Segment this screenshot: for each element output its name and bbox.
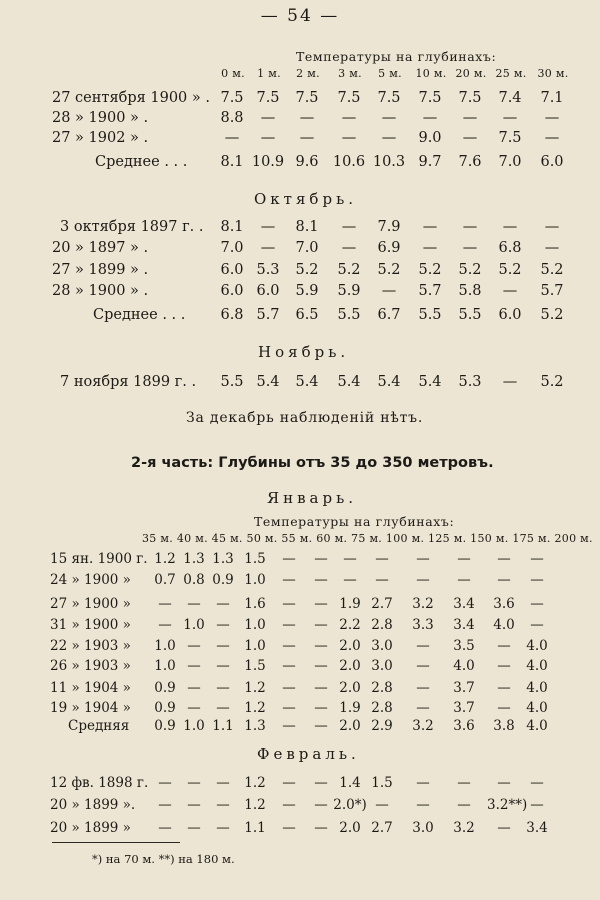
temperature-cell: — xyxy=(187,700,201,716)
depth-column-header: 10 м. xyxy=(415,67,447,80)
temperature-cell: 1.0 xyxy=(183,617,205,633)
temperature-cell: — xyxy=(462,130,478,146)
mean-label: Среднее . . . xyxy=(95,154,188,170)
temperature-cell: — xyxy=(187,638,201,654)
temperature-cell: 2.0 xyxy=(339,658,361,674)
temperature-cell: — xyxy=(416,680,430,696)
temperature-cell: — xyxy=(457,797,471,813)
row-label: 11 » 1904 » xyxy=(50,680,131,696)
temperature-cell: — xyxy=(216,617,230,633)
temperature-cell: 2.0 xyxy=(339,680,361,696)
february-title: Февраль. xyxy=(257,745,360,763)
temperature-cell: 3.2 xyxy=(412,596,434,612)
temperature-cell: 0.9 xyxy=(154,680,176,696)
temperature-cell: — xyxy=(216,596,230,612)
temperature-cell: 1.3 xyxy=(183,551,205,567)
temperature-cell: — xyxy=(187,680,201,696)
temperature-cell: 7.4 xyxy=(498,90,522,106)
november-title: Ноябрь. xyxy=(258,343,350,361)
temperature-cell: — xyxy=(416,775,430,791)
temperature-cell: 5.2 xyxy=(540,374,564,390)
temperature-cell: 5.5 xyxy=(220,374,244,390)
temperature-cell: — xyxy=(381,283,397,299)
temperature-cell: — xyxy=(282,700,296,716)
row-label: 22 » 1903 » xyxy=(50,638,131,654)
temperature-cell: 3.7 xyxy=(453,700,475,716)
mean-cell: 7.6 xyxy=(458,154,482,170)
temperature-cell: — xyxy=(314,797,328,813)
temperature-cell: 9.0 xyxy=(418,130,442,146)
mean-cell: 10.9 xyxy=(251,154,285,170)
temperature-cell: 0.9 xyxy=(212,572,234,588)
temperature-cell: — xyxy=(282,638,296,654)
temperature-cell: — xyxy=(497,820,511,836)
mean-cell: 3.8 xyxy=(493,718,515,734)
temperature-cell: 2.8 xyxy=(371,617,393,633)
temperature-cell: — xyxy=(544,219,560,235)
temperature-cell: — xyxy=(314,551,328,567)
row-label: 15 ян. 1900 г. xyxy=(50,551,148,567)
temperature-cell: — xyxy=(158,596,172,612)
temperature-cell: — xyxy=(530,797,544,813)
row-label: 20 » 1899 » xyxy=(50,820,131,836)
temperature-cell: — xyxy=(260,110,276,126)
depth-column-header: 0 м. xyxy=(221,67,245,80)
mean-cell: 6.0 xyxy=(540,154,564,170)
temperature-cell: — xyxy=(381,130,397,146)
temperature-cell: 4.0 xyxy=(526,700,548,716)
temperature-cell: 4.0 xyxy=(526,680,548,696)
temperature-cell: — xyxy=(282,680,296,696)
temperature-cell: 3.4 xyxy=(453,617,475,633)
mean-cell: 5.7 xyxy=(256,307,280,323)
temperature-cell: 2.7 xyxy=(371,820,393,836)
temperature-cell: — xyxy=(314,820,328,836)
temperature-cell: — xyxy=(187,658,201,674)
temperature-cell: 5.2 xyxy=(458,262,482,278)
temperature-cell: 1.2 xyxy=(244,680,266,696)
depth-column-header: 2 м. xyxy=(296,67,320,80)
row-label: 24 » 1900 » xyxy=(50,572,131,588)
footnote-rule xyxy=(52,842,180,843)
depth-column-header: 20 м. xyxy=(455,67,487,80)
temperature-cell: 0.7 xyxy=(154,572,176,588)
temperature-cell: — xyxy=(457,775,471,791)
temperature-cell: 1.4 xyxy=(339,775,361,791)
depth-column-header: 3 м. xyxy=(338,67,362,80)
temperature-cell: — xyxy=(341,110,357,126)
temperature-cell: — xyxy=(216,658,230,674)
temperature-cell: — xyxy=(216,638,230,654)
temperature-cell: — xyxy=(502,283,518,299)
row-label: 12 фв. 1898 г. xyxy=(50,775,149,791)
temperature-cell: 7.5 xyxy=(458,90,482,106)
temperature-cell: — xyxy=(375,551,389,567)
temperature-cell: 7.5 xyxy=(256,90,280,106)
temperature-cell: 0.9 xyxy=(154,700,176,716)
page-number: — 54 — xyxy=(260,6,340,26)
temperature-cell: 1.6 xyxy=(244,596,266,612)
temperature-cell: — xyxy=(544,110,560,126)
temperature-cell: 2.7 xyxy=(371,596,393,612)
temperature-cell: — xyxy=(282,596,296,612)
row-label: 20 » 1899 ». xyxy=(50,797,136,813)
temperature-cell: 7.0 xyxy=(295,240,319,256)
mean-cell: 6.7 xyxy=(377,307,401,323)
temperature-cell: 1.2 xyxy=(244,797,266,813)
temperature-cell: 5.2 xyxy=(418,262,442,278)
temperature-cell: — xyxy=(187,596,201,612)
temperature-cell: 6.0 xyxy=(220,262,244,278)
temperature-cell: — xyxy=(422,219,438,235)
temperature-cell: 3.0 xyxy=(412,820,434,836)
temperature-cell: 1.5 xyxy=(244,551,266,567)
temperature-cell: — xyxy=(216,797,230,813)
temperature-cell: 1.0 xyxy=(244,572,266,588)
depth-column-header: 1 м. xyxy=(257,67,281,80)
mean-cell: — xyxy=(314,718,328,734)
temperature-cell: — xyxy=(457,572,471,588)
mean-cell: 1.1 xyxy=(212,718,234,734)
temperature-cell: — xyxy=(544,240,560,256)
temperature-cell: — xyxy=(530,572,544,588)
temperature-cell: 1.9 xyxy=(339,700,361,716)
temperature-cell: 1.0 xyxy=(154,638,176,654)
temperature-cell: 3.6 xyxy=(493,596,515,612)
row-label: 26 » 1903 » xyxy=(50,658,131,674)
temperature-cell: 5.4 xyxy=(337,374,361,390)
temperature-cell: — xyxy=(260,130,276,146)
temperature-cell: 8.8 xyxy=(220,110,244,126)
temperature-cell: 7.5 xyxy=(337,90,361,106)
mean-cell: 6.8 xyxy=(220,307,244,323)
mean-cell: 7.0 xyxy=(498,154,522,170)
temperature-cell: 6.0 xyxy=(256,283,280,299)
temperature-cell: — xyxy=(314,596,328,612)
temperature-cell: — xyxy=(497,700,511,716)
temperature-cell: — xyxy=(497,551,511,567)
temperature-cell: 5.4 xyxy=(377,374,401,390)
temperature-cell: — xyxy=(187,820,201,836)
temperature-cell: 5.3 xyxy=(458,374,482,390)
depth-column-header: 25 м. xyxy=(495,67,527,80)
mean-cell: 5.5 xyxy=(418,307,442,323)
temperature-cell: 1.5 xyxy=(244,658,266,674)
temperature-cell: — xyxy=(502,219,518,235)
mean-cell: 0.9 xyxy=(154,718,176,734)
temperature-cell: — xyxy=(530,596,544,612)
depth-caption-part2: Температуры на глубинахъ: xyxy=(254,514,455,529)
temperature-cell: — xyxy=(497,658,511,674)
temperature-cell: 2.8 xyxy=(371,700,393,716)
footnote: *) на 70 м. **) на 180 м. xyxy=(92,852,235,866)
temperature-cell: — xyxy=(422,110,438,126)
temperature-cell: 1.2 xyxy=(244,700,266,716)
temperature-cell: 7.5 xyxy=(295,90,319,106)
mean-cell: 2.9 xyxy=(371,718,393,734)
mean-cell: 3.2 xyxy=(412,718,434,734)
mean-cell: 1.3 xyxy=(244,718,266,734)
mean-cell: 8.1 xyxy=(220,154,244,170)
temperature-cell: — xyxy=(314,572,328,588)
temperature-cell: 2.0*) xyxy=(333,797,367,813)
temperature-cell: — xyxy=(282,658,296,674)
temperature-cell: — xyxy=(341,130,357,146)
mean-cell: 10.6 xyxy=(332,154,366,170)
temperature-cell: 5.9 xyxy=(295,283,319,299)
temperature-cell: 7.5 xyxy=(418,90,442,106)
depth-caption-part1: Температуры на глубинахъ: xyxy=(296,49,497,64)
depth-column-header: 30 м. xyxy=(537,67,569,80)
temperature-cell: 7.9 xyxy=(377,219,401,235)
temperature-cell: 3.5 xyxy=(453,638,475,654)
temperature-cell: 3.4 xyxy=(526,820,548,836)
temperature-cell: — xyxy=(416,658,430,674)
temperature-cell: 5.4 xyxy=(256,374,280,390)
temperature-cell: — xyxy=(314,638,328,654)
temperature-cell: — xyxy=(314,680,328,696)
temperature-cell: 1.1 xyxy=(244,820,266,836)
temperature-cell: — xyxy=(416,638,430,654)
temperature-cell: — xyxy=(343,572,357,588)
temperature-cell: — xyxy=(416,797,430,813)
temperature-cell: 5.7 xyxy=(418,283,442,299)
temperature-cell: 7.0 xyxy=(220,240,244,256)
temperature-cell: 3.0 xyxy=(371,658,393,674)
temperature-cell: 6.8 xyxy=(498,240,522,256)
temperature-cell: 2.8 xyxy=(371,680,393,696)
temperature-cell: — xyxy=(462,110,478,126)
temperature-cell: — xyxy=(375,797,389,813)
temperature-cell: — xyxy=(416,551,430,567)
mean-label: Среднее . . . xyxy=(93,307,186,323)
temperature-cell: 1.5 xyxy=(371,775,393,791)
mean-cell: 3.6 xyxy=(453,718,475,734)
temperature-cell: — xyxy=(224,130,240,146)
temperature-cell: 7.5 xyxy=(220,90,244,106)
temperature-cell: 0.8 xyxy=(183,572,205,588)
temperature-cell: — xyxy=(341,240,357,256)
temperature-cell: — xyxy=(314,775,328,791)
temperature-cell: 1.2 xyxy=(154,551,176,567)
temperature-cell: — xyxy=(530,617,544,633)
temperature-cell: 2.0 xyxy=(339,820,361,836)
mean-cell: 5.5 xyxy=(458,307,482,323)
row-label: 31 » 1900 » xyxy=(50,617,131,633)
temperature-cell: 4.0 xyxy=(526,638,548,654)
mean-cell: 5.2 xyxy=(540,307,564,323)
temperature-cell: — xyxy=(530,775,544,791)
temperature-cell: — xyxy=(187,775,201,791)
temperature-cell: 4.0 xyxy=(453,658,475,674)
temperature-cell: 5.7 xyxy=(540,283,564,299)
temperature-cell: 7.5 xyxy=(377,90,401,106)
temperature-cell: — xyxy=(216,820,230,836)
temperature-cell: — xyxy=(216,700,230,716)
temperature-cell: 3.2 xyxy=(453,820,475,836)
temperature-cell: — xyxy=(457,551,471,567)
temperature-cell: — xyxy=(530,551,544,567)
mean-cell: 4.0 xyxy=(526,718,548,734)
row-label: 28 » 1900 » . xyxy=(52,283,149,299)
mean-cell: 10.3 xyxy=(372,154,406,170)
temperature-cell: 5.4 xyxy=(418,374,442,390)
mean-cell: — xyxy=(282,718,296,734)
temperature-cell: 5.2 xyxy=(295,262,319,278)
temperature-cell: 3.3 xyxy=(412,617,434,633)
temperature-cell: — xyxy=(158,820,172,836)
temperature-cell: 3.2**) xyxy=(487,797,528,813)
temperature-cell: 2.2 xyxy=(339,617,361,633)
temperature-cell: — xyxy=(462,240,478,256)
temperature-cell: — xyxy=(375,572,389,588)
temperature-cell: — xyxy=(282,820,296,836)
temperature-cell: 5.2 xyxy=(498,262,522,278)
temperature-cell: — xyxy=(158,775,172,791)
mean-cell: 2.0 xyxy=(339,718,361,734)
temperature-cell: — xyxy=(216,775,230,791)
temperature-cell: 3.7 xyxy=(453,680,475,696)
temperature-cell: 1.3 xyxy=(212,551,234,567)
temperature-cell: — xyxy=(260,240,276,256)
row-label: 3 октября 1897 г. . xyxy=(60,219,204,235)
temperature-cell: 8.1 xyxy=(220,219,244,235)
temperature-cell: — xyxy=(422,240,438,256)
temperature-cell: — xyxy=(282,551,296,567)
temperature-cell: 6.9 xyxy=(377,240,401,256)
part2-heading: 2-я часть: Глубины отъ 35 до 350 метровъ. xyxy=(131,455,494,471)
temperature-cell: — xyxy=(343,551,357,567)
temperature-cell: — xyxy=(299,110,315,126)
temperature-cell: 1.9 xyxy=(339,596,361,612)
mean-cell: 6.0 xyxy=(498,307,522,323)
january-title: Январь. xyxy=(267,489,358,507)
temperature-cell: 1.0 xyxy=(244,638,266,654)
temperature-cell: — xyxy=(282,775,296,791)
temperature-cell: 3.0 xyxy=(371,638,393,654)
temperature-cell: — xyxy=(216,680,230,696)
temperature-cell: 4.0 xyxy=(493,617,515,633)
temperature-cell: 5.9 xyxy=(337,283,361,299)
temperature-cell: — xyxy=(282,617,296,633)
temperature-cell: — xyxy=(158,797,172,813)
temperature-cell: — xyxy=(314,700,328,716)
temperature-cell: 5.2 xyxy=(540,262,564,278)
temperature-cell: 2.0 xyxy=(339,638,361,654)
mean-cell: 9.7 xyxy=(418,154,442,170)
temperature-cell: — xyxy=(314,658,328,674)
temperature-cell: — xyxy=(497,572,511,588)
temperature-cell: — xyxy=(416,572,430,588)
temperature-cell: — xyxy=(497,680,511,696)
temperature-cell: — xyxy=(502,110,518,126)
temperature-cell: — xyxy=(158,617,172,633)
mean-cell: 6.5 xyxy=(295,307,319,323)
mean-cell: 1.0 xyxy=(183,718,205,734)
temperature-cell: — xyxy=(497,638,511,654)
temperature-cell: — xyxy=(282,797,296,813)
row-label: 27 » 1902 » . xyxy=(52,130,149,146)
temperature-cell: 1.0 xyxy=(244,617,266,633)
row-label: 7 ноября 1899 г. . xyxy=(60,374,197,390)
temperature-cell: 1.0 xyxy=(154,658,176,674)
temperature-cell: 7.1 xyxy=(540,90,564,106)
row-label: 19 » 1904 » xyxy=(50,700,131,716)
temperature-cell: 4.0 xyxy=(526,658,548,674)
temperature-cell: 5.3 xyxy=(256,262,280,278)
temperature-cell: — xyxy=(502,374,518,390)
mean-label: Средняя xyxy=(68,718,130,734)
temperature-cell: — xyxy=(544,130,560,146)
december-note: За декабрь наблюденій нѣтъ. xyxy=(186,410,424,426)
temperature-cell: — xyxy=(299,130,315,146)
october-title: Октябрь. xyxy=(254,190,358,208)
temperature-cell: — xyxy=(462,219,478,235)
temperature-cell: — xyxy=(187,797,201,813)
temperature-cell: — xyxy=(314,617,328,633)
temperature-cell: — xyxy=(416,700,430,716)
mean-cell: 9.6 xyxy=(295,154,319,170)
row-label: 28 » 1900 » . xyxy=(52,110,149,126)
temperature-cell: — xyxy=(260,219,276,235)
depth-column-header: 5 м. xyxy=(378,67,402,80)
temperature-cell: 7.5 xyxy=(498,130,522,146)
row-label: 27 » 1900 » xyxy=(50,596,131,612)
temperature-cell: 5.2 xyxy=(337,262,361,278)
temperature-cell: 1.2 xyxy=(244,775,266,791)
temperature-cell: — xyxy=(381,110,397,126)
temperature-cell: 3.4 xyxy=(453,596,475,612)
mean-cell: 5.5 xyxy=(337,307,361,323)
row-label: 27 сентября 1900 » . xyxy=(52,90,210,106)
temperature-cell: 6.0 xyxy=(220,283,244,299)
temperature-cell: 5.2 xyxy=(377,262,401,278)
row-label: 20 » 1897 » . xyxy=(52,240,149,256)
depth-header-part2: 35 м. 40 м. 45 м. 50 м. 55 м. 60 м. 75 м. 100 м. 125 м. 150 м. 175 м. 200 м. xyxy=(142,532,593,545)
temperature-cell: 5.8 xyxy=(458,283,482,299)
temperature-cell: 5.4 xyxy=(295,374,319,390)
temperature-cell: — xyxy=(282,572,296,588)
row-label: 27 » 1899 » . xyxy=(52,262,149,278)
temperature-cell: — xyxy=(497,775,511,791)
temperature-cell: — xyxy=(341,219,357,235)
temperature-cell: 8.1 xyxy=(295,219,319,235)
